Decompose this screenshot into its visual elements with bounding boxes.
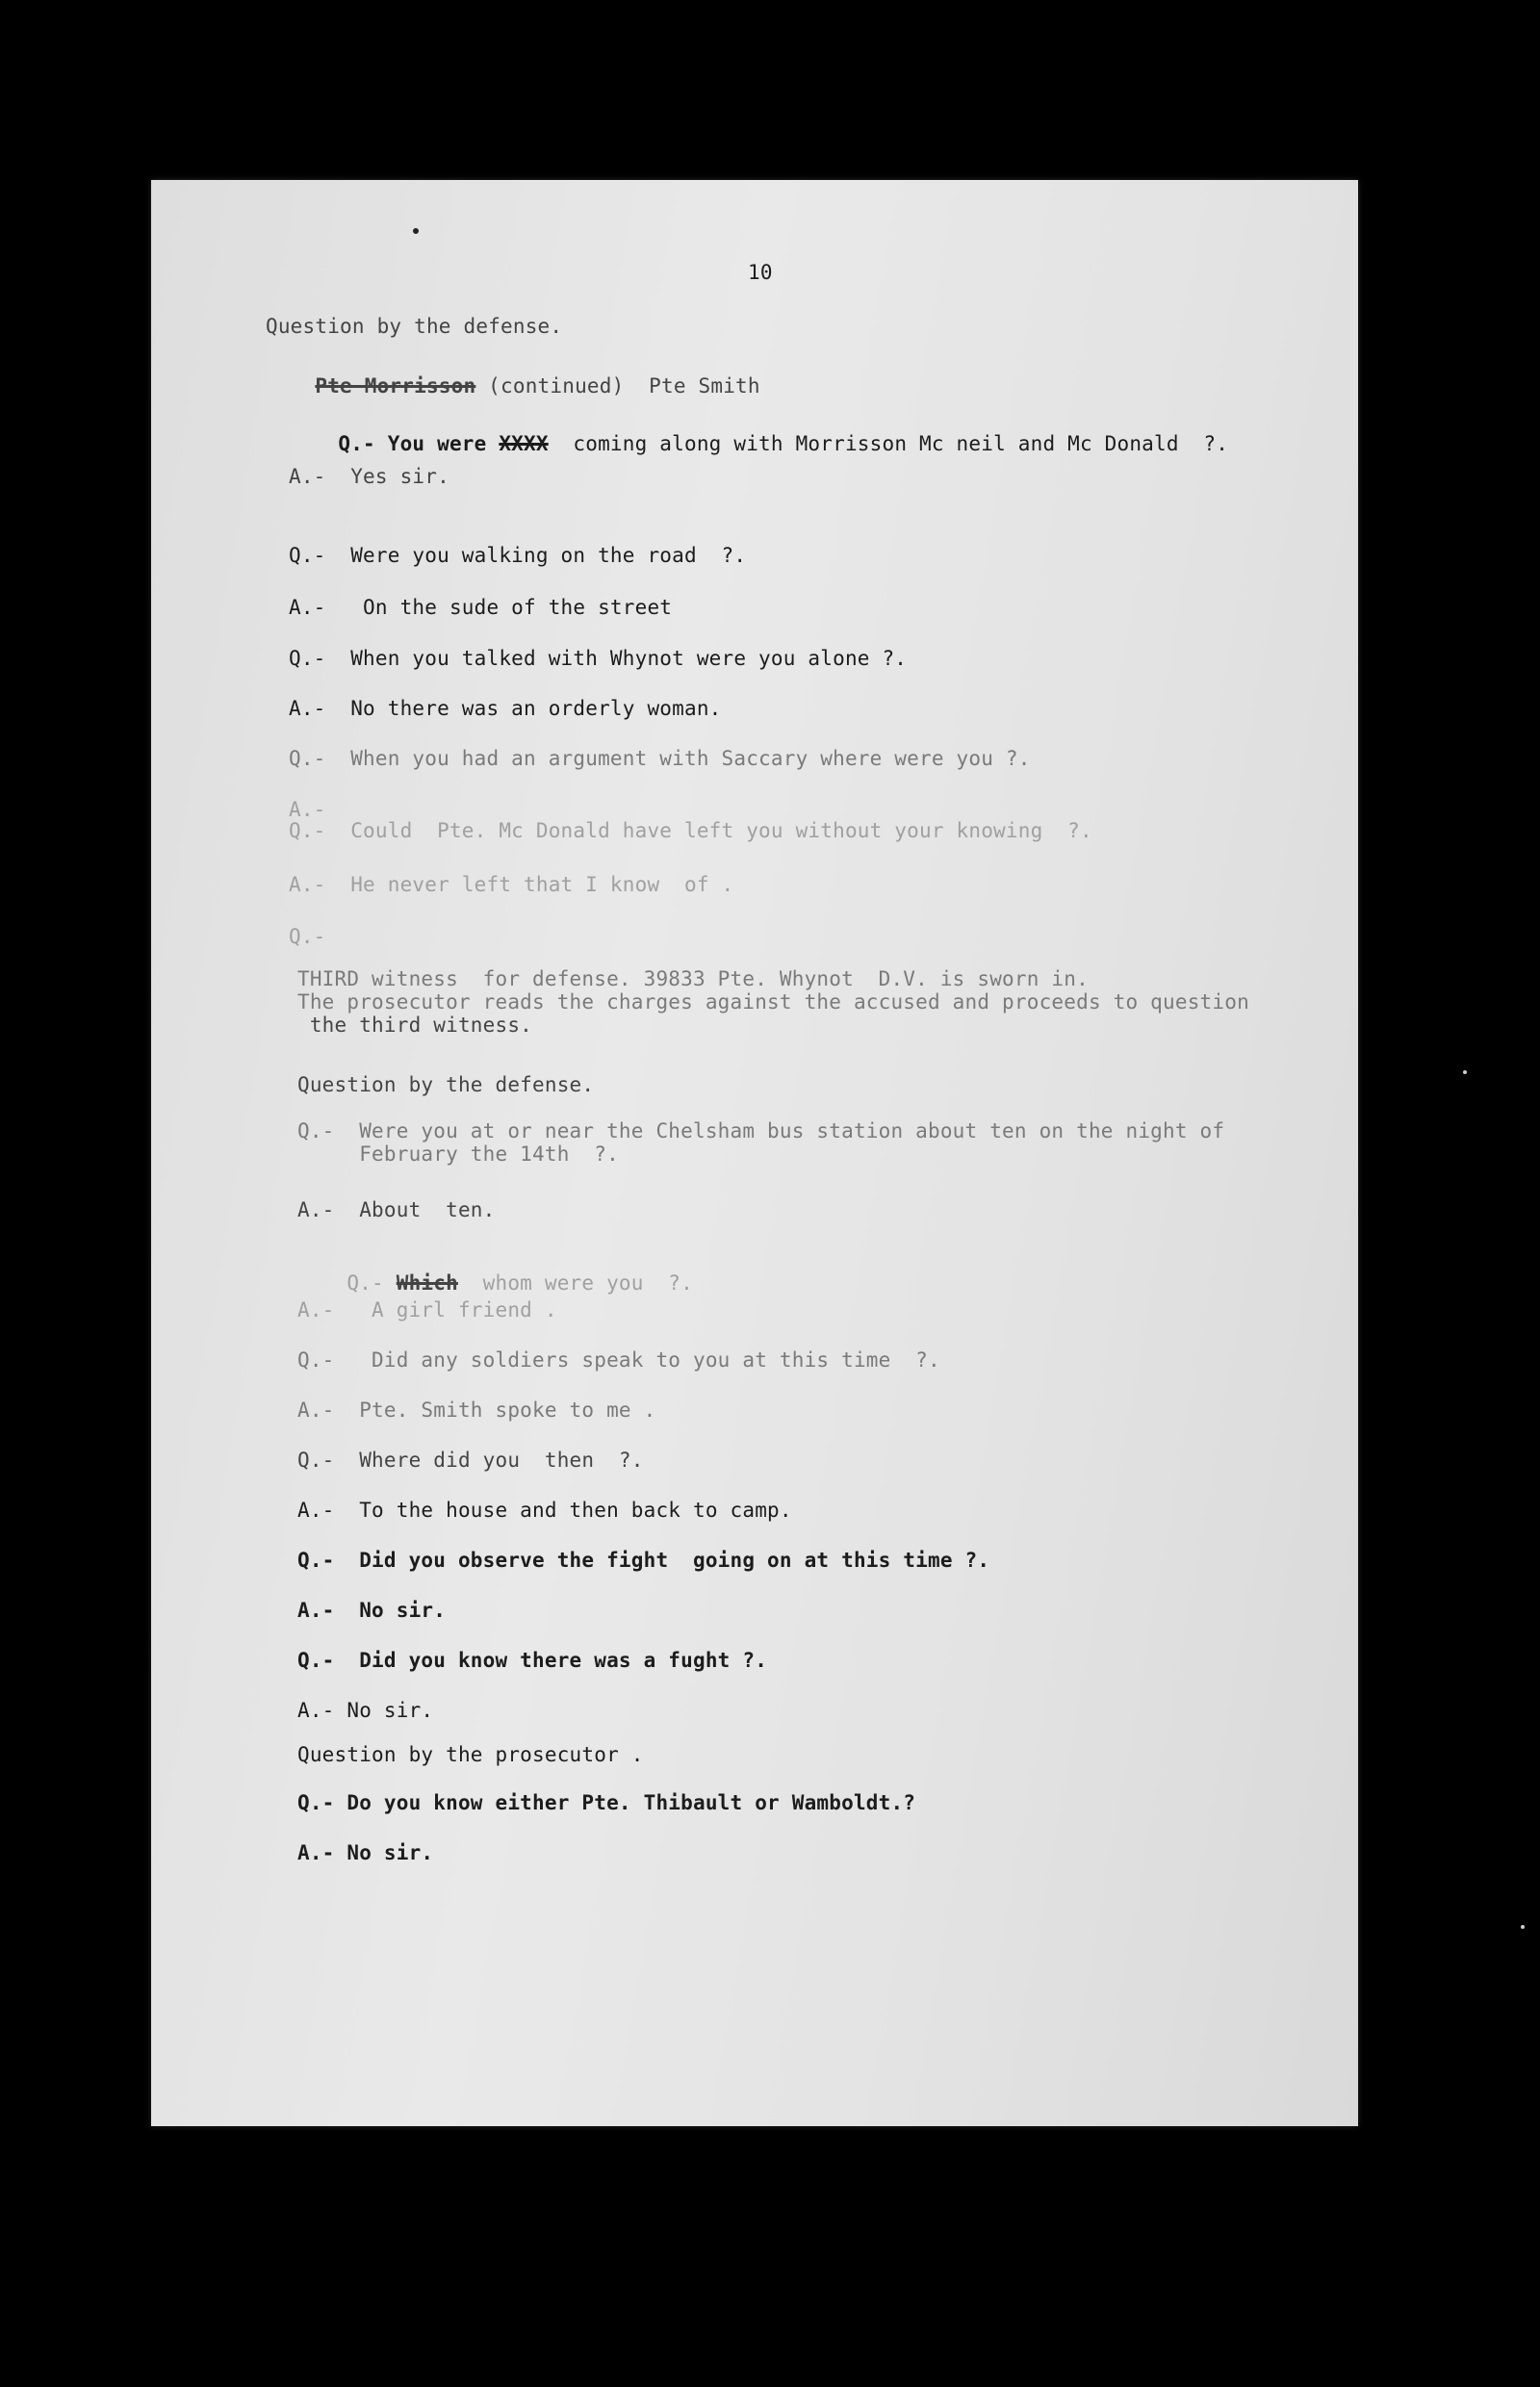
qa-line: A.- On the sude of the street xyxy=(289,596,673,619)
qa-line: Q.- When you talked with Whynot were you alone ?. xyxy=(289,647,908,670)
qa-line: A.- He never left that I know of . xyxy=(289,873,734,896)
qa-line: Q.- xyxy=(289,925,326,948)
qa-line: A.- xyxy=(289,798,326,821)
qa-line: A.- No sir. xyxy=(297,1699,434,1722)
struck-word: Which xyxy=(396,1271,458,1295)
qa-line: A.- Pte. Smith spoke to me . xyxy=(297,1399,656,1422)
qa-line: A.- Yes sir. xyxy=(289,465,449,488)
qa-text: coming along with Morrisson Mc neil and Mc Donald ?. xyxy=(548,432,1229,455)
page-number: 10 xyxy=(748,261,773,284)
witness-intro: The prosecutor reads the charges against the accused and proceeds to question xyxy=(297,990,1249,1014)
ink-mark xyxy=(413,228,419,234)
qa-text: whom were you ?. xyxy=(457,1271,693,1295)
qa-line: A.- About ten. xyxy=(297,1198,496,1221)
qa-line: Q.- Where did you then ?. xyxy=(297,1449,644,1472)
qa-line: Q.- Were you at or near the Chelsham bus station about ten on the night of xyxy=(297,1119,1225,1142)
qa-line: Q.- Were you walking on the road ?. xyxy=(289,544,747,567)
qa-line: A.- No sir. xyxy=(297,1841,434,1864)
qa-line: Q.- Could Pte. Mc Donald have left you without your knowing ?. xyxy=(289,819,1092,842)
struck-word: XXXX xyxy=(499,432,549,455)
document-page xyxy=(151,180,1358,2126)
qa-line: Q.- Did any soldiers speak to you at this time ?. xyxy=(297,1348,940,1372)
qa-line: Q.- When you had an argument with Saccary where were you ?. xyxy=(289,747,1031,770)
qa-line: A.- A girl friend . xyxy=(297,1298,557,1322)
qa-line: A.- No there was an orderly woman. xyxy=(289,697,722,720)
witness-intro: THIRD witness for defense. 39833 Pte. Whynot D.V. is sworn in. xyxy=(297,967,1089,990)
qa-line: A.- To the house and then back to camp. xyxy=(297,1499,792,1522)
qa-line: Q.- Did you observe the fight going on at this time ?. xyxy=(297,1549,990,1572)
witness-continued: (continued) Pte Smith xyxy=(475,374,760,398)
section-heading: Question by the defense. xyxy=(297,1073,595,1096)
qa-line: Q.- Did you know there was a fught ?. xyxy=(297,1649,768,1672)
film-speck xyxy=(1521,1925,1525,1929)
film-speck xyxy=(1463,1070,1467,1074)
qa-prefix: Q.- xyxy=(346,1271,397,1295)
qa-prefix: Q.- You were xyxy=(338,432,500,455)
section-heading: Question by the defense. xyxy=(266,315,563,338)
witness-intro: the third witness. xyxy=(297,1014,533,1037)
qa-line: Q.- Do you know either Pte. Thibault or Wamboldt.? xyxy=(297,1791,916,1814)
struck-name: Pte Morrisson xyxy=(315,374,476,398)
qa-line: February the 14th ?. xyxy=(297,1142,619,1166)
section-heading: Question by the prosecutor . xyxy=(297,1743,644,1766)
qa-line: A.- No sir. xyxy=(297,1599,447,1622)
